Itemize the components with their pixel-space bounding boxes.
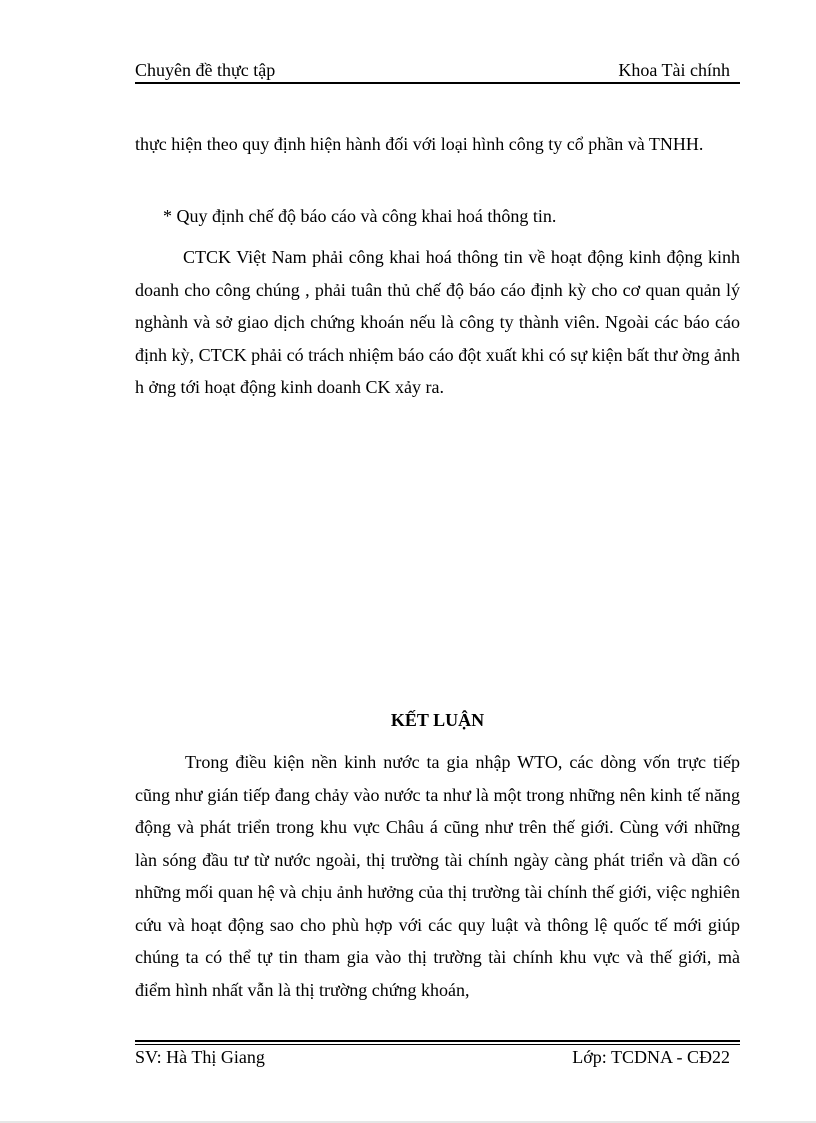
footer-class-name: Lớp: TCDNA - CĐ22	[572, 1047, 730, 1067]
header-right-text: Khoa Tài chính	[618, 60, 730, 80]
footer-student-name: SV: Hà Thị Giang	[135, 1047, 265, 1067]
page-header	[135, 58, 740, 84]
paragraph-disclosure: CTCK Việt Nam phải công khai hoá thông tin về hoạt động kinh động kinh doanh cho công chúng , phải tuân thủ chế độ báo cáo định kỳ cho cơ quan quản lý nghành và sở giao dịch chứng khoán nếu là công ty thành viên. Ngoài các báo cáo định kỳ, CTCK phải có trách nhiệm báo cáo đột xuất khi có sự kiện bất thư ờng ảnh h ởng tới hoạt động kinh doanh CK xảy ra.	[135, 247, 740, 397]
paragraph-regulation-item: * Quy định chế độ báo cáo và công khai hoá thông tin.	[163, 206, 557, 226]
header-left-text: Chuyên đề thực tập	[135, 60, 276, 80]
paragraph-conclusion: Trong điều kiện nền kinh nước ta gia nhập WTO, các dòng vốn trực tiếp cũng như gián tiếp đang chảy vào nước ta như là một trong những nên kinh tế năng động và phát triển trong khu vực Châu á cũng như trên thế giới. Cùng với những làn sóng đầu tư từ nước ngoài, thị trường tài chính ngày càng phát triển và dần có những mối quan hệ và chịu ảnh hưởng của thị trường tài chính thế giới, việc nghiên cứu và hoạt động sao cho phù hợp với các quy luật và thông lệ quốc tế mới giúp chúng ta có thể tự tin tham gia vào thị trường tài chính khu vực và thế giới, mà điểm hình nhất vẫn là thị trường chứng khoán,	[135, 752, 740, 1000]
footer-rule	[135, 1044, 740, 1045]
paragraph-continuation: thực hiện theo quy định hiện hành đối với loại hình công ty cổ phần và TNHH.	[135, 134, 704, 154]
section-heading: KẾT LUẬN	[390, 710, 485, 730]
